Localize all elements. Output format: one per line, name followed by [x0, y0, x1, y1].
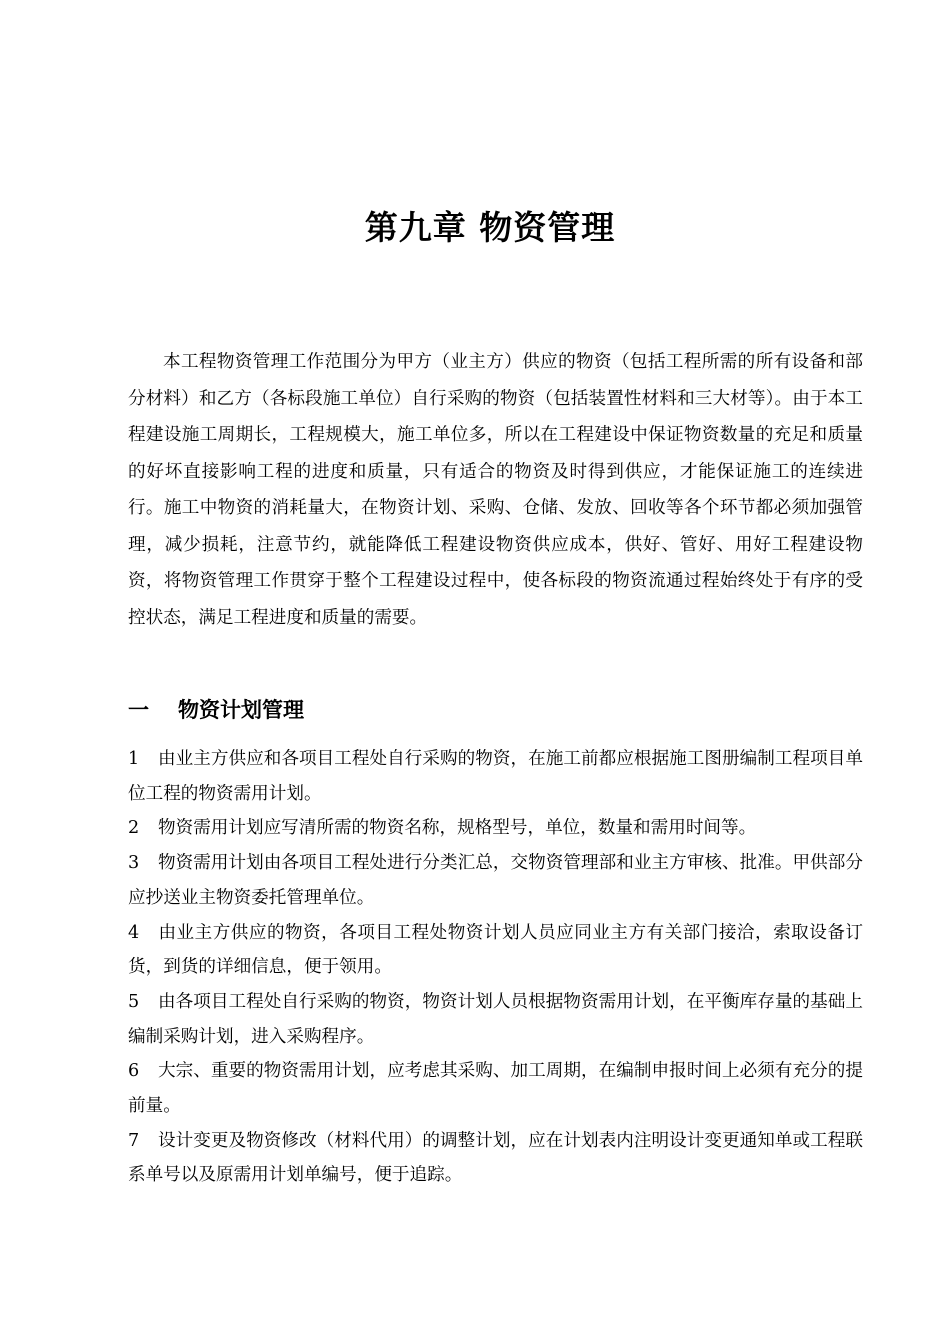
intro-paragraph: 本工程物资管理工作范围分为甲方（业主方）供应的物资（包括工程所需的所有设备和部分材料）和乙方（各标段施工单位）自行采购的物资（包括装置性材料和三大材等）。由于本工程建设施工周期长，工程规模大，施工单位多，所以在工程建设中保证物资数量的充足和质量的好坏直接影响工程的进度和质量，只有适合的物资及时得到供应，才能保证施工的连续进行。施工中物资的消耗量大，在物资计划、采购、仓储、发放、回收等各个环节都必须加强管理，减少损耗，注意节约，就能降低工程建设物资供应成本，供好、管好、用好工程建设物资，将物资管理工作贯穿于整个工程建设过程中，使各标段的物资流通过程始终处于有序的受控状态，满足工程进度和质量的需要。	[128, 352, 863, 628]
item-text: 由业主方供应的物资，各项目工程处物资计划人员应同业主方有关部门接洽，索取设备订货，到货的详细信息，便于领用。	[128, 922, 863, 978]
item-number: 3	[128, 853, 140, 874]
item-text: 设计变更及物资修改（材料代用）的调整计划，应在计划表内注明设计变更通知单或工程联系单号以及原需用计划单编号，便于追踪。	[128, 1130, 863, 1186]
plan-items-list	[128, 742, 863, 1193]
item-text: 由业主方供应和各项目工程处自行采购的物资，在施工前都应根据施工图册编制工程项目单位工程的物资需用计划。	[128, 749, 863, 804]
section-number: 一	[128, 698, 149, 722]
item-text: 大宗、重要的物资需用计划，应考虑其采购、加工周期，在编制申报时间上必须有充分的提前量。	[128, 1061, 863, 1117]
item-number: 7	[128, 1130, 140, 1151]
list-item	[128, 985, 863, 1054]
item-text: 物资需用计划由各项目工程处进行分类汇总，交物资管理部和业主方审核、批准。甲供部分应抄送业主物资委托管理单位。	[128, 853, 863, 908]
item-number: 1	[128, 749, 140, 769]
item-number: 4	[128, 922, 140, 943]
section-heading	[128, 690, 863, 730]
list-item	[128, 1124, 863, 1193]
list-item	[128, 742, 863, 811]
list-item	[128, 916, 863, 985]
item-text: 由各项目工程处自行采购的物资，物资计划人员根据物资需用计划，在平衡库存量的基础上编制采购计划，进入采购程序。	[128, 991, 863, 1047]
list-item	[128, 1054, 863, 1123]
list-item	[128, 846, 863, 915]
item-text: 物资需用计划应写清所需的物资名称，规格型号，单位，数量和需用时间等。	[158, 818, 757, 839]
list-item	[128, 811, 863, 846]
item-number: 6	[128, 1061, 140, 1082]
section-title: 物资计划管理	[178, 698, 304, 722]
item-number: 2	[128, 818, 140, 839]
chapter-title: 第九章 物资管理	[364, 208, 616, 247]
item-number: 5	[128, 991, 140, 1012]
